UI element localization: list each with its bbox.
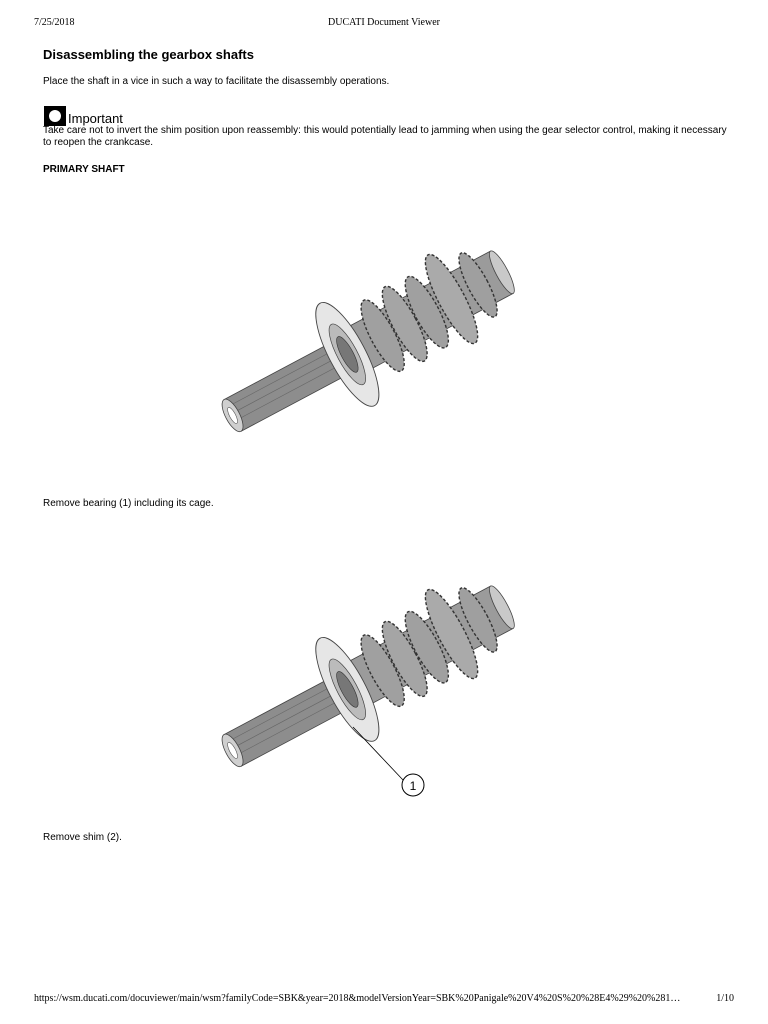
step-remove-shim: Remove shim (2). bbox=[43, 832, 122, 843]
print-header-title: DUCATI Document Viewer bbox=[328, 17, 440, 28]
step-remove-bearing: Remove bearing (1) including its cage. bbox=[43, 498, 214, 509]
section-title: PRIMARY SHAFT bbox=[43, 164, 125, 175]
important-label: Important bbox=[68, 111, 123, 126]
important-icon bbox=[44, 106, 66, 126]
important-text: Take care not to invert the shim position upon reassembly: this would potentially lead to jamming when using the gear selector control, making it necessary to reopen the crankcase. bbox=[43, 125, 727, 148]
primary-shaft-bearing-image bbox=[195, 570, 535, 800]
primary-shaft-image bbox=[195, 235, 535, 450]
callout-1: 1 bbox=[409, 779, 417, 793]
footer-url: https://wsm.ducati.com/docuviewer/main/wsm?familyCode=SBK&year=2018&modelVersionYear=SBK%20Panigale%20V4%20S%20%28E4%29%20%281… bbox=[34, 993, 681, 1004]
page-title: Disassembling the gearbox shafts bbox=[43, 47, 254, 62]
print-date: 7/25/2018 bbox=[34, 17, 75, 28]
page-number: 1/10 bbox=[716, 993, 734, 1004]
intro-paragraph: Place the shaft in a vice in such a way to facilitate the disassembly operations. bbox=[43, 76, 390, 87]
